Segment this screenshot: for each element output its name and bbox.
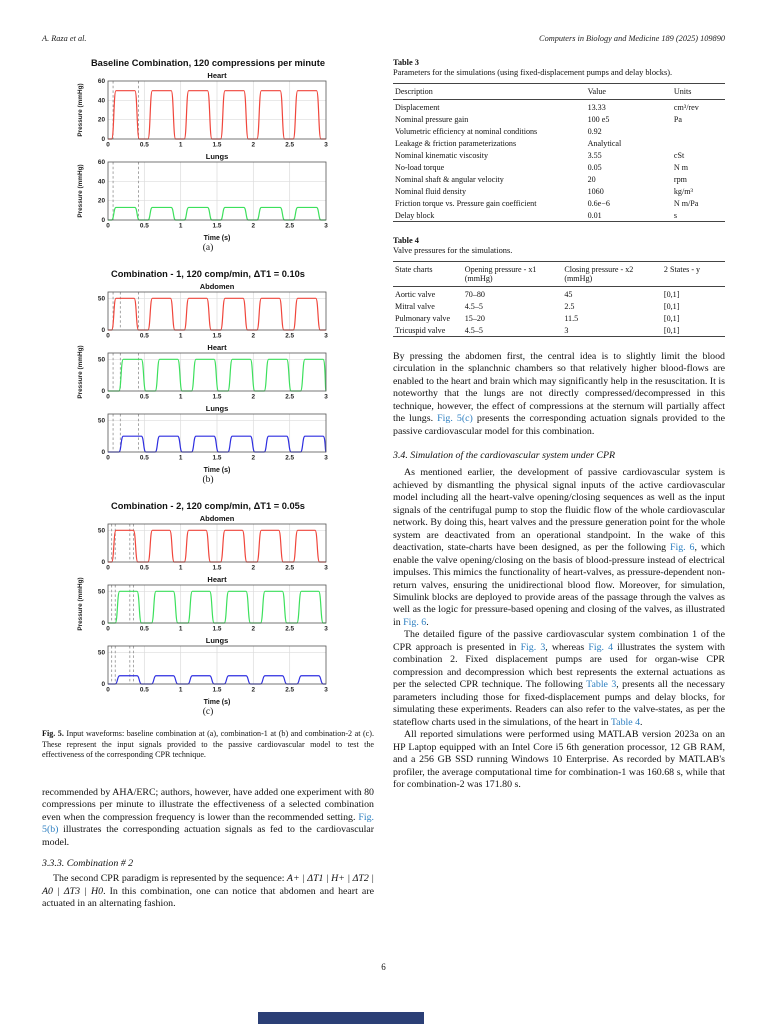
table-cell: 13.33: [587, 102, 606, 112]
table-cell: rpm: [673, 174, 687, 184]
y-axis-label: Pressure (mmHg): [77, 164, 84, 218]
subplot-title: Lungs: [205, 404, 229, 413]
table-cell: 20: [587, 174, 596, 184]
table-row: [393, 113, 725, 125]
x-tick-label: 0.5: [139, 393, 149, 401]
y-tick-label: 0: [101, 449, 105, 456]
table-cell: 2.5: [564, 301, 575, 311]
table-cell: [0,1]: [663, 325, 680, 335]
table-cell: Volumetric efficiency at nominal conditions: [395, 126, 538, 136]
right-paragraph-2: [393, 467, 725, 629]
x-tick-label: 1.5: [212, 393, 222, 401]
table-cell: Delay block: [395, 210, 435, 220]
figure-5-caption: [42, 729, 374, 761]
x-tick-label: 2.5: [285, 332, 295, 340]
right-column: [393, 58, 725, 911]
table-row: [393, 209, 725, 222]
x-tick-label: 3: [324, 222, 328, 230]
cross-ref-link[interactable]: Fig. 6: [403, 616, 427, 628]
waveform-chart: [42, 70, 374, 242]
x-tick-label: 2.5: [285, 564, 295, 572]
x-tick-label: 3: [324, 564, 328, 572]
y-tick-label: 0: [101, 217, 105, 224]
column-header: Units: [672, 83, 725, 99]
table-cell: 70–80: [464, 289, 485, 299]
subplot-title: Lungs: [205, 636, 229, 645]
x-tick-label: 2.5: [285, 686, 295, 694]
x-tick-label: 1: [178, 454, 183, 462]
x-tick-label: 0.5: [139, 141, 149, 149]
x-tick-label: 0.5: [139, 564, 149, 572]
cross-ref-link[interactable]: Fig. 6: [670, 542, 695, 554]
x-tick-label: 2.5: [285, 141, 295, 149]
table-cell: cSt: [673, 150, 685, 160]
y-tick-label: 0: [101, 559, 105, 566]
x-tick-label: 1.5: [212, 564, 222, 572]
table-3-block: [393, 58, 725, 222]
header-authors: A. Raza et al.: [42, 34, 87, 43]
waveform-chart: [42, 513, 374, 706]
table-cell: No-load torque: [395, 162, 445, 172]
x-tick-label: 0.5: [139, 686, 149, 694]
column-header: State charts: [393, 261, 463, 286]
x-tick-label: 0: [106, 222, 110, 230]
x-tick-label: 1: [178, 564, 183, 572]
section-heading-333: 3.3.3. Combination # 2: [42, 858, 134, 870]
table-cell: 0.92: [587, 126, 602, 136]
table-cell: 1060: [587, 186, 604, 196]
table-cell: Analytical: [587, 138, 622, 148]
figure-5-caption-label: Fig. 5.: [42, 729, 64, 738]
subplot-title: Heart: [207, 575, 227, 584]
table-cell: [672, 137, 725, 149]
table-row: [393, 125, 725, 137]
table-4-label: Table 4: [393, 236, 419, 245]
x-tick-label: 1.5: [212, 222, 222, 230]
text-run: , presents all the necessary parameters including those for fixed-displacement pumps and delay blocks, for simulating these experiments. Readers can also refer to the valve-states, as per the stateflow charts used in the simulations, of the heart in: [393, 679, 725, 728]
table-cell: 0.01: [587, 210, 602, 220]
subplot-title: Abdomen: [199, 282, 235, 291]
text-run: recommended by AHA/ERC; authors, however, have added one experiment with 80 compressions per minute to illustrate the effectiveness of a selected combination even when the compression frequency is lower than the recommended setting.: [42, 787, 374, 823]
table-row: [393, 300, 725, 312]
text-run: All reported simulations were performed using MATLAB version 2023a on an HP Laptop equipped with an Intel Core i5 6th generation processor, 12 GB RAM, and a 256 GB SSD running Windows 10 Enterprise. As recorded by MATLAB's profiler, the average computational time for combination-1 was 160.68 s, while that for combination-2 was 171.80 s.: [393, 729, 725, 790]
table-cell: 0.6e−6: [587, 198, 610, 208]
table-cell: 4.5–5: [464, 325, 483, 335]
x-tick-label: 0.5: [139, 332, 149, 340]
x-tick-label: 3: [324, 625, 328, 633]
x-tick-label: 2.5: [285, 625, 295, 633]
x-tick-label: 3: [324, 393, 328, 401]
table-cell: Leakage & friction parameterizations: [395, 138, 517, 148]
waveform-chart: [42, 281, 374, 474]
figure-a-chart: [42, 70, 374, 242]
table-cell: [0,1]: [663, 289, 680, 299]
two-column-layout: [42, 58, 725, 911]
table-cell: Aortic valve: [395, 289, 436, 299]
y-tick-label: 50: [97, 649, 105, 657]
column-header: 2 States - y: [662, 261, 725, 286]
x-tick-label: 1.5: [212, 625, 222, 633]
x-tick-label: 1: [178, 332, 183, 340]
y-axis-label: Pressure (mmHg): [77, 577, 84, 631]
table-4: [393, 261, 725, 338]
figure-b-title: Combination - 1, 120 comp/min, ΔT1 = 0.10s: [111, 269, 305, 279]
y-tick-label: 50: [97, 417, 105, 425]
table-header-row: [393, 261, 725, 286]
y-tick-label: 50: [97, 356, 105, 364]
table-cell: cm³/rev: [673, 102, 699, 112]
text-run: . In this combination, one can notice that abdomen and heart are actuated in an alternating fashion.: [42, 885, 374, 910]
y-tick-label: 50: [97, 295, 105, 303]
right-paragraph-3: [393, 629, 725, 729]
x-tick-label: 3: [324, 454, 328, 462]
table-4-caption: Valve pressures for the simulations.: [393, 246, 513, 255]
figure-a: [42, 58, 374, 253]
section-heading-34: 3.4. Simulation of the cardiovascular system under CPR: [393, 450, 616, 462]
table-cell: Tricuspid valve: [395, 325, 446, 335]
x-tick-label: 2.5: [285, 454, 295, 462]
table-cell: N m/Pa: [673, 198, 699, 208]
y-axis-label: Pressure (mmHg): [77, 83, 84, 137]
table-3-label: Table 3: [393, 58, 419, 67]
x-axis-label: Time (s): [203, 467, 231, 474]
table-header-row: [393, 83, 725, 99]
page-header: [42, 34, 725, 43]
table-row: [393, 149, 725, 161]
cross-ref-link[interactable]: Table 3: [586, 679, 617, 691]
text-run: presents the corresponding actuation signals provided to the passive cardiovascular model for this combination.: [393, 413, 726, 437]
text-run: .: [426, 616, 429, 628]
table-cell: [0,1]: [663, 313, 680, 323]
figure-c: [42, 501, 374, 717]
column-header: Value: [586, 83, 672, 99]
x-tick-label: 2: [251, 332, 256, 340]
x-tick-label: 3: [324, 686, 328, 694]
x-tick-label: 1: [178, 393, 183, 401]
table-cell: Nominal pressure gain: [395, 114, 469, 124]
x-tick-label: 2: [251, 625, 256, 633]
figure-b-chart: [42, 281, 374, 474]
table-3: [393, 83, 725, 223]
text-run: The detailed figure of the passive cardiovascular system combination 1 of the CPR approach is presented in: [393, 629, 725, 653]
y-tick-label: 20: [97, 197, 105, 205]
figure-c-sublabel: (c): [202, 707, 214, 717]
table-cell: 11.5: [564, 313, 579, 323]
y-tick-label: 0: [101, 388, 105, 395]
text-run: A+ | ΔT1 | H+ | ΔT2 | A0 | ΔT3 | H0: [42, 873, 375, 897]
header-journal: Computers in Biology and Medicine 189 (2025) 109890: [539, 34, 725, 43]
y-tick-label: 0: [101, 620, 105, 627]
table-4-block: [393, 236, 725, 337]
left-column: [42, 58, 374, 911]
x-tick-label: 2: [251, 141, 256, 149]
x-tick-label: 3: [324, 141, 328, 149]
x-tick-label: 0.5: [139, 625, 149, 633]
x-tick-label: 2: [251, 686, 256, 694]
figure-c-chart: [42, 513, 374, 706]
table-cell: s: [673, 210, 678, 220]
x-tick-label: 1.5: [212, 141, 222, 149]
table-row: [393, 173, 725, 185]
table-cell: 0.05: [587, 162, 602, 172]
subplot-title: Heart: [207, 343, 227, 352]
table-cell: 3.55: [587, 150, 602, 160]
table-row: [393, 324, 725, 337]
figure-a-sublabel: (a): [202, 243, 214, 253]
figure-c-title: Combination - 2, 120 comp/min, ΔT1 = 0.05s: [111, 501, 305, 511]
figure-b-sublabel: (b): [202, 475, 214, 485]
x-tick-label: 0: [106, 564, 110, 572]
y-tick-label: 60: [97, 159, 105, 166]
x-tick-label: 2: [251, 454, 256, 462]
x-tick-label: 0: [106, 625, 110, 633]
table-cell: Nominal fluid density: [395, 186, 467, 196]
y-tick-label: 60: [97, 78, 105, 85]
table-3-caption: Parameters for the simulations (using fixed-displacement pumps and delay blocks).: [393, 68, 673, 77]
subplot-title: Lungs: [205, 152, 229, 161]
x-tick-label: 0: [106, 454, 110, 462]
page-number: 6: [381, 962, 386, 972]
cross-ref-link[interactable]: Fig. 5(c): [437, 413, 473, 425]
table-cell: Nominal shaft & angular velocity: [395, 174, 504, 184]
table-cell: Pulmonary valve: [395, 313, 451, 323]
x-tick-label: 2: [251, 222, 256, 230]
x-tick-label: 2.5: [285, 393, 295, 401]
y-tick-label: 50: [97, 527, 105, 535]
x-tick-label: 0: [106, 141, 110, 149]
text-run: .: [640, 716, 643, 728]
x-tick-label: 0: [106, 393, 110, 401]
x-tick-label: 2: [251, 393, 256, 401]
table-cell: 15–20: [464, 313, 485, 323]
column-header: Opening pressure - x1 (mmHg): [463, 261, 563, 286]
table-cell: [672, 125, 725, 137]
x-tick-label: 0.5: [139, 222, 149, 230]
x-tick-label: 2.5: [285, 222, 295, 230]
table-row: [393, 197, 725, 209]
x-tick-label: 2: [251, 564, 256, 572]
figure-5-caption-text: Input waveforms: baseline combination at (a), combination-1 at (b) and combination-2 at (c). These represent the input signals provided to the passive cardiovascular model to test the effectiveness of the corresponding CPR technique.: [42, 729, 374, 760]
y-tick-label: 0: [101, 681, 105, 688]
y-axis-label: Pressure (mmHg): [77, 345, 84, 399]
x-tick-label: 0: [106, 332, 110, 340]
figure-b: [42, 269, 374, 485]
figure-a-title: Baseline Combination, 120 compressions per minute: [90, 58, 326, 68]
table-cell: 45: [564, 289, 573, 299]
x-tick-label: 0: [106, 686, 110, 694]
subplot-title: Abdomen: [199, 514, 235, 523]
text-run: illustrates the system with combination 2. Fixed displacement pumps are used for organ-wise CPR compression and decompression which best represents the external actuations as per the selected CPR technique. The following: [393, 641, 725, 691]
text-run: illustrates the corresponding actuation signals as fed to the cardiovascular model.: [42, 824, 374, 848]
text-run: , whereas: [545, 641, 589, 653]
right-paragraph-4: [393, 729, 725, 791]
y-tick-label: 40: [97, 97, 105, 105]
table-row: [393, 137, 725, 149]
table-cell: Pa: [673, 114, 682, 124]
table-cell: Friction torque vs. Pressure gain coefficient: [395, 198, 537, 208]
x-tick-label: 3: [324, 332, 328, 340]
table-row: [393, 99, 725, 113]
y-tick-label: 0: [101, 327, 105, 334]
table-cell: kg/m³: [673, 186, 693, 196]
text-run: The second CPR paradigm is represented by the sequence:: [53, 873, 287, 885]
x-tick-label: 1: [178, 625, 183, 633]
left-paragraph-1: [42, 787, 374, 849]
table-cell: 3: [564, 325, 569, 335]
text-run: As mentioned earlier, the development of passive cardiovascular system is achieved by dismantling the physical signal inputs of the active cardiovascular model including all the heart-valve opening/closing sequences as well as the input signals of the centrifugal pump to stop the fluidic flow of the whole cardiovascular network. By doing this, heart valves and the pressure generation point for the whole system are deactivated from an operational standpoint. In the wake of this deactivation, state-charts have been designed, as per the following: [393, 467, 725, 554]
cross-ref-link[interactable]: Fig. 4: [588, 641, 614, 653]
x-tick-label: 1.5: [212, 686, 222, 694]
bottom-bar: [258, 1012, 424, 1024]
table-row: [393, 185, 725, 197]
x-tick-label: 1.5: [212, 454, 222, 462]
x-axis-label: Time (s): [203, 235, 231, 242]
left-paragraph-2: [42, 873, 374, 910]
table-cell: 4.5–5: [464, 301, 483, 311]
cross-ref-link[interactable]: Fig. 3: [520, 641, 546, 653]
table-row: [393, 286, 725, 300]
right-paragraph-1: [393, 351, 725, 438]
y-tick-label: 20: [97, 116, 105, 124]
table-row: [393, 161, 725, 173]
table-cell: Displacement: [395, 102, 440, 112]
cross-ref-link[interactable]: Fig. 5(b): [42, 811, 374, 836]
y-tick-label: 40: [97, 178, 105, 186]
table-cell: Mitral valve: [395, 301, 435, 311]
table-cell: 100 e5: [587, 114, 610, 124]
x-tick-label: 1.5: [212, 332, 222, 340]
subplot-title: Heart: [207, 71, 227, 80]
x-axis-label: Time (s): [203, 699, 231, 706]
table-cell: Nominal kinematic viscosity: [395, 150, 489, 160]
column-header: Closing pressure - x2 (mmHg): [562, 261, 662, 286]
y-tick-label: 0: [101, 136, 105, 143]
y-tick-label: 50: [97, 588, 105, 596]
column-header: Description: [393, 83, 586, 99]
cross-ref-link[interactable]: Table 4: [610, 716, 641, 728]
text-run: , which enable the valve opening/closing on the basis of blood-pressure instead of electrical impulses. This mimics the functionality of heart-valves, as pressure-dependent non-return valves, ensuring the unidirectional blood flow. Moreover, for simulation, Simulink blocks are deployed to provide areas of the passage through the valves as well as the logic for pressure-based opening and closing of the valves, as illustrated in: [393, 542, 725, 628]
table-cell: N m: [673, 162, 689, 172]
x-tick-label: 1: [178, 222, 183, 230]
x-tick-label: 1: [178, 686, 183, 694]
table-cell: [0,1]: [663, 301, 680, 311]
table-row: [393, 312, 725, 324]
x-tick-label: 1: [178, 141, 183, 149]
x-tick-label: 0.5: [139, 454, 149, 462]
text-run: By pressing the abdomen first, the central idea is to slightly limit the blood circulation in the splanchnic chambers so that relatively higher blood-flows are enabled to the heart and brain which may significantly help in the resuscitation. It is noteworthy that the lungs are not directly compressed/decompressed in this technique, however, the effect of compressions at the sternum will partially affect the lungs.: [393, 351, 725, 425]
